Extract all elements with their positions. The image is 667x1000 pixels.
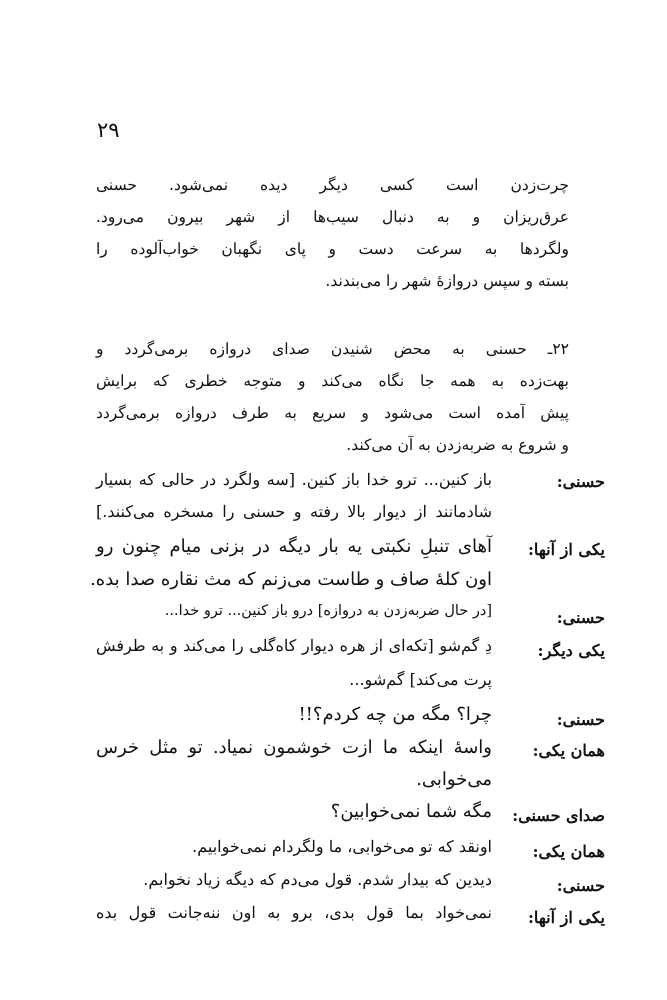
dialogue-line: می‌خوابی. xyxy=(416,769,492,790)
dialogue-line: چرا؟ مگه من چه کردم؟!! xyxy=(298,704,492,725)
dialogue-line: پرت می‌کند] گم‌شو... xyxy=(349,670,492,689)
speaker-name: یکی دیگر: xyxy=(537,641,605,660)
paragraph-line: و شروع به ضربه‌زدن به آن می‌کند. xyxy=(346,436,569,454)
speaker-name: یکی از آنها: xyxy=(528,540,605,559)
paragraph-line: پیش آمده است می‌شود و سریع به طرف دروازه برمی‌گردد xyxy=(96,404,569,422)
dialogue-line: دیدین که بیدار شدم. قول می‌دم که دیگه زیاد نخوابم. xyxy=(143,870,492,889)
page-number: ۲۹ xyxy=(97,118,120,142)
speaker-name: همان یکی: xyxy=(532,842,605,861)
speaker-name: حسنی: xyxy=(556,710,605,729)
dialogue-line: [در حال ضربه‌زدن به دروازه] درو باز کنین... ترو خدا... xyxy=(164,603,492,619)
dialogue-line: واسهٔ اینکه ما ازت خوشمون نمیاد. تو مثل خرس xyxy=(96,737,492,758)
paragraph-line: ولگردها به سرعت دست و پای نگهبان خواب‌آلوده را xyxy=(96,240,569,258)
dialogue-line: اونقد که تو می‌خوابی، ما ولگردام نمی‌خوابیم. xyxy=(192,837,492,856)
speaker-name: حسنی: xyxy=(556,472,605,491)
dialogue-line: آهای تنبلِ نکبتی یه بار دیگه در بزنی میام چنون رو xyxy=(96,536,492,557)
dialogue-line: شادمانند از دیوار بالا رفته و حسنی را مسخره می‌کنند.] xyxy=(96,502,492,521)
dialogue-line: باز کنین... ترو خدا باز کنین. [سه ولگرد در حالی که بسیار xyxy=(96,470,492,489)
dialogue-line: مگه شما نمی‌خوابین؟ xyxy=(330,801,492,822)
paragraph-line: بهت‌زده به همه جا نگاه می‌کند و متوجه خطری که برایش xyxy=(96,372,569,390)
dialogue-line: نمی‌خواد بما قول بدی، برو به اون ننه‌جانت قول بده xyxy=(96,903,492,922)
speaker-name: یکی از آنها: xyxy=(528,908,605,927)
paragraph-line: ۲۲ـ حسنی به محض شنیدن صدای دروازه برمی‌گردد و xyxy=(96,340,569,358)
speaker-name: حسنی: xyxy=(556,876,605,895)
speaker-name: صدای حسنی: xyxy=(512,806,605,825)
speaker-name: همان یکی: xyxy=(532,741,605,760)
dialogue-line: اون کلهٔ صاف و طاست می‌زنم که مث نقاره صدا بده. xyxy=(90,569,492,590)
dialogue-line: دِ گم‌شو [تکه‌ای از هره دیوار کاه‌گلی را می‌کند و به طرفش xyxy=(96,636,492,655)
paragraph-line: چرت‌زدن است کسی دیگر دیده نمی‌شود. حسنی xyxy=(96,176,569,194)
paragraph-line: بسته و سپس دروازهٔ شهر را می‌بندند. xyxy=(325,272,569,290)
paragraph-line: عرق‌ریزان و به دنبال سیب‌ها از شهر بیرون می‌رود. xyxy=(96,208,569,226)
speaker-name: حسنی: xyxy=(556,608,605,627)
